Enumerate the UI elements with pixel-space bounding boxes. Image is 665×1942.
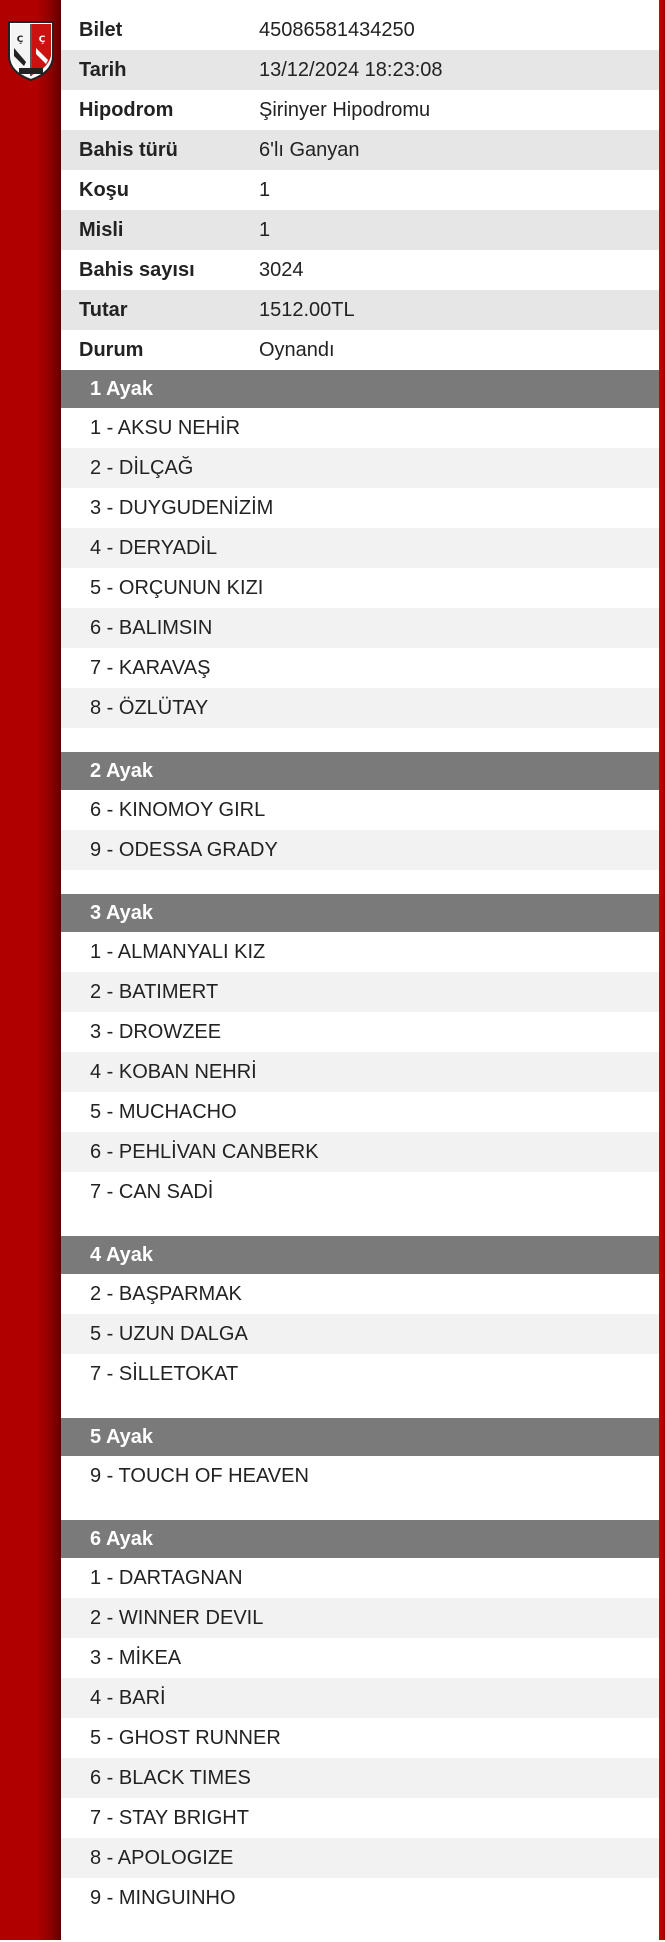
leg-header: 1 Ayak	[61, 370, 659, 408]
horse-item: 2 - DİLÇAĞ	[61, 448, 659, 488]
ticket-field-label: Hipodrom	[79, 98, 174, 121]
horse-item: 3 - MİKEA	[90, 1646, 182, 1669]
leg-horse-list	[61, 1274, 659, 1394]
horse-item: 4 - KOBAN NEHRİ	[61, 1052, 659, 1092]
ticket-field-label: Bahis türü	[79, 138, 178, 161]
leg-section	[61, 752, 659, 870]
ticket-row	[61, 210, 659, 250]
horse-item: 9 - ODESSA GRADY	[61, 830, 659, 870]
ticket-field-label: Tarih	[79, 58, 127, 81]
horse-item: 5 - MUCHACHO	[90, 1100, 237, 1123]
ticket-info-table	[61, 10, 659, 370]
horse-item: 5 - ORÇUNUN KIZI	[90, 576, 264, 599]
horse-item: 3 - DROWZEE	[90, 1020, 222, 1043]
ticket-field-value: 6'lı Ganyan	[259, 138, 360, 161]
right-red-band	[659, 0, 665, 1940]
leg-section	[61, 1418, 659, 1496]
horse-item: 6 - BALIMSIN	[61, 608, 659, 648]
horse-item: 2 - BATIMERT	[61, 972, 659, 1012]
leg-section	[61, 894, 659, 1212]
leg-section	[61, 1520, 659, 1918]
horse-item: 1 - ALMANYALI KIZ	[90, 940, 266, 963]
horse-item: 7 - SİLLETOKAT	[90, 1362, 239, 1385]
ticket-field-label: Misli	[79, 218, 124, 241]
left-red-band	[0, 0, 61, 1940]
ticket-row	[61, 90, 659, 130]
horse-item: 6 - KINOMOY GIRL	[90, 798, 266, 821]
ticket-field-value: Şirinyer Hipodromu	[259, 98, 431, 121]
horse-item: 6 - BLACK TIMES	[61, 1758, 659, 1798]
ticket-row	[61, 250, 659, 290]
leg-header: 3 Ayak	[61, 894, 659, 932]
leg-horse-list	[61, 1558, 659, 1918]
ticket-field-value: 45086581434250	[259, 18, 415, 41]
horse-item: 7 - CAN SADİ	[90, 1180, 214, 1203]
horse-item: 7 - STAY BRIGHT	[90, 1806, 249, 1829]
leg-section	[61, 1236, 659, 1394]
horse-item: 6 - PEHLİVAN CANBERK	[61, 1132, 659, 1172]
horse-item: 5 - GHOST RUNNER	[90, 1726, 281, 1749]
leg-header: 6 Ayak	[61, 1520, 659, 1558]
horse-item: 8 - ÖZLÜTAY	[61, 688, 659, 728]
ticket-field-label: Tutar	[79, 298, 128, 321]
ticket-field-label: Bahis sayısı	[79, 258, 195, 281]
leg-horse-list	[61, 790, 659, 870]
ticket-field-label: Bilet	[79, 18, 123, 41]
horse-item: 9 - TOUCH OF HEAVEN	[90, 1464, 309, 1487]
ticket-field-value: Oynandı	[259, 338, 335, 361]
ticket-field-value: 1512.00TL	[259, 298, 355, 321]
horse-item: 2 - BAŞPARMAK	[90, 1282, 242, 1305]
horse-item: 1 - DARTAGNAN	[90, 1566, 243, 1589]
horse-item: 5 - UZUN DALGA	[61, 1314, 659, 1354]
leg-section	[61, 370, 659, 728]
horse-item: 8 - APOLOGIZE	[61, 1838, 659, 1878]
leg-header: 2 Ayak	[61, 752, 659, 790]
ticket-row	[61, 50, 659, 90]
horse-item: 9 - MINGUINHO	[90, 1886, 236, 1909]
ticket-row	[61, 290, 659, 330]
ticket-row	[61, 330, 659, 370]
ticket-row	[61, 130, 659, 170]
ticket-content	[61, 10, 659, 1942]
horse-item: 1 - AKSU NEHİR	[90, 416, 241, 439]
logo-letter-right: Ç	[38, 35, 46, 45]
ticket-field-label: Durum	[79, 338, 144, 361]
club-crest-icon	[6, 18, 56, 82]
horse-item: 2 - WINNER DEVIL	[61, 1598, 659, 1638]
ticket-field-value: 1	[259, 218, 271, 241]
leg-horse-list	[61, 408, 659, 728]
leg-horse-list	[61, 1456, 659, 1496]
logo-letter-left: Ç	[16, 35, 24, 45]
leg-horse-list	[61, 932, 659, 1212]
ticket-row	[61, 170, 659, 210]
horse-item: 7 - KARAVAŞ	[90, 656, 211, 679]
ticket-row	[61, 10, 659, 50]
leg-header: 5 Ayak	[61, 1418, 659, 1456]
horse-item: 4 - BARİ	[61, 1678, 659, 1718]
ticket-field-value: 3024	[259, 258, 304, 281]
ticket-field-label: Koşu	[79, 178, 129, 201]
ticket-field-value: 13/12/2024 18:23:08	[259, 58, 443, 81]
horse-item: 4 - DERYADİL	[61, 528, 659, 568]
horse-item: 3 - DUYGUDENİZİM	[90, 496, 274, 519]
ticket-field-value: 1	[259, 178, 271, 201]
leg-header: 4 Ayak	[61, 1236, 659, 1274]
legs-list	[61, 370, 659, 1918]
